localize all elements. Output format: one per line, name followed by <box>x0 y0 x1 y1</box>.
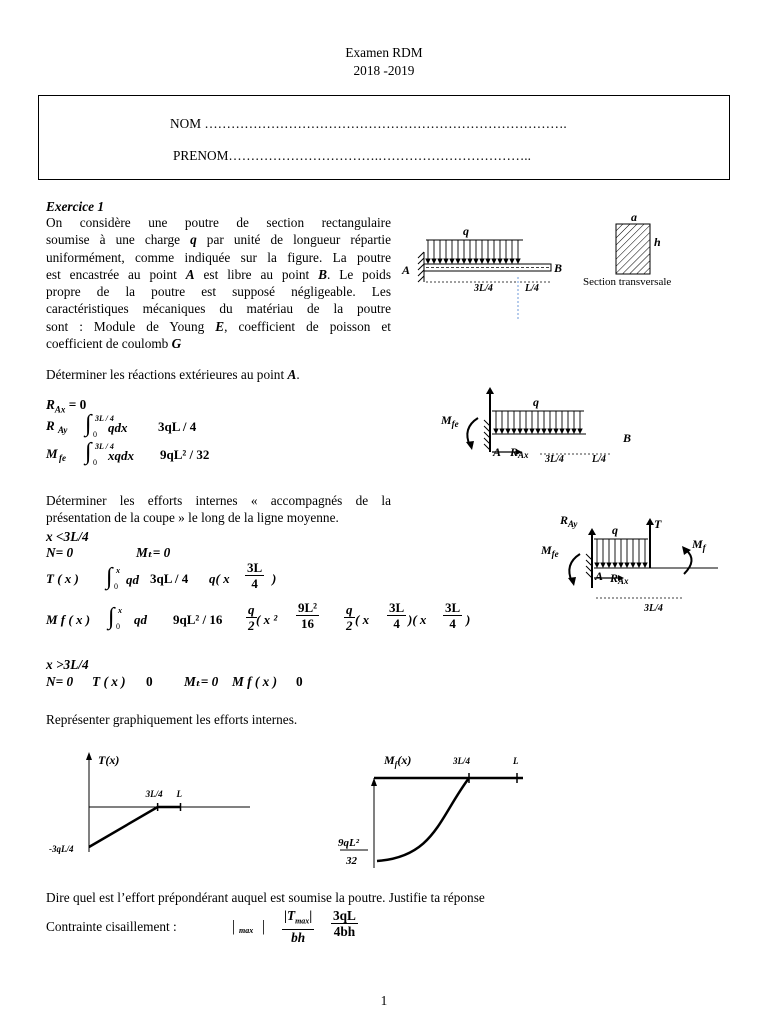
mt-zero-1: Mₜ= 0 <box>136 545 171 560</box>
section-caption: Section transversale <box>583 276 672 288</box>
fbd-section-figure <box>536 508 736 618</box>
chart2-tick-label-den: 32 <box>346 855 357 867</box>
beam-dim-l4: L/4 <box>525 283 539 294</box>
prenom-line[interactable] <box>173 147 531 164</box>
moment-diagram <box>328 748 548 873</box>
point-b-label: B <box>554 261 563 275</box>
question-reactions: Déterminer les réactions extérieures au point A. <box>46 367 300 382</box>
chart2-series-curve <box>377 778 469 861</box>
beam-dim-3l4: 3L/4 <box>474 283 493 294</box>
chart1-tick-label-min: -3qL/4 <box>49 844 74 854</box>
beam-q-label: q <box>463 224 469 238</box>
fbd1-rax-label: RAx <box>510 445 529 460</box>
intro-line: soumise à une charge q par unité de longueur répartie <box>46 232 391 248</box>
range-1: x <3L/4 <box>46 529 89 544</box>
fbd1-b-label: B <box>623 431 632 445</box>
chart1-y-arrowhead <box>86 752 92 760</box>
fbd2-mfe-label: $M_{fe}$ <box>541 543 559 559</box>
chart1-tick-label-l: L <box>176 789 182 799</box>
exam-year: 2018 -2019 <box>353 63 415 78</box>
fbd2-mf-label: $M_f$ <box>692 537 706 553</box>
identity-box <box>38 95 730 180</box>
mfe-equation: M fe ∫ 3L / 4 0 xqdx 9qL² / 32 <box>46 439 210 467</box>
fbd1-dim-l4: L/4 <box>592 454 606 465</box>
shear-equation-1: T ( x ) ∫ x 0 qd 3qL / 4 q( x $\frac{3L}{4}$ ) <box>46 560 277 591</box>
prenom-field[interactable]: …………………………….…………………………….. <box>228 148 531 163</box>
shear-diagram <box>40 748 270 863</box>
shear-stress-formula: Contrainte cisaillement : | max | $\frac{|T_{max}|}{bh}$ $\frac{3qL}{4bh}$ <box>46 908 356 945</box>
intro-line: On considère une poutre de section rectangulaire <box>46 215 391 230</box>
rax-equation: $R_{Ax} = 0$ <box>46 397 87 415</box>
question-graphs: Représenter graphiquement les efforts internes. <box>46 712 298 727</box>
fbd1-mfe-label: $M_{fe}$ <box>441 413 459 429</box>
fbd2-a-label: A <box>595 569 604 583</box>
section-a-label: a <box>631 210 637 224</box>
chart2-tick-label-num: 9qL² <box>338 837 360 849</box>
chart2-tick-label-l: L <box>513 756 519 766</box>
prenom-label: PRENOM <box>173 148 229 163</box>
intro-line: sont : Module de Young E, coefficient de poisson et <box>46 318 391 334</box>
point-a-label: A <box>402 263 411 277</box>
cross-section-figure <box>580 210 690 290</box>
nom-label: NOM <box>170 116 202 131</box>
intro-line: est encastrée au point A est libre au point B. Le poids <box>46 266 392 282</box>
intro-line: coefficient de coulomb G <box>46 336 182 352</box>
chart1-series-line <box>89 807 181 847</box>
fbd-reactions-figure <box>436 384 636 474</box>
intro-line: caractéristiques mécaniques du matériau de la poutre <box>46 301 391 317</box>
ray-equation: R Ay ∫ 3L / 4 0 qdx 3qL / 4 <box>46 411 197 439</box>
n-zero-1: N= 0 <box>46 545 74 560</box>
wall-hatch <box>418 252 424 282</box>
fbd2-rax-label: RAx <box>610 571 629 586</box>
question-dominant-effort: Dire quel est l’effort prépondérant auquel est soumise la poutre. Justifie ta réponse <box>46 890 485 905</box>
question-internal-efforts: Déterminer les efforts internes « accompagnés de la présentation de la coupe » le long de la ligne moyenne. <box>46 493 391 526</box>
chart1-title: T(x) <box>98 753 120 767</box>
fbd2-load-arrows <box>595 539 647 567</box>
intro-line: uniformément, comme indiquée sur la figure. La poutre <box>46 249 391 265</box>
nom-line[interactable] <box>170 115 567 132</box>
fbd2-ray-label: $R_{Ay}$ <box>560 513 578 529</box>
fbd1-dim-3l4: 3L/4 <box>545 454 564 465</box>
beam-figure <box>396 222 566 322</box>
range-2: x >3L/4 <box>46 657 89 672</box>
chart1-tick-label-3l4: 3L/4 <box>145 789 163 799</box>
exam-title: Examen RDM <box>345 45 423 60</box>
fbd2-dim-label: 3L/4 <box>644 603 663 614</box>
fbd2-t-label: T <box>654 517 662 531</box>
intro-line: propre de la poutre est supposé négligeable. Les <box>46 284 391 300</box>
section-rect <box>616 224 650 274</box>
exercise-intro <box>46 214 391 352</box>
nom-field[interactable]: ………………………………………………………………………. <box>204 116 567 131</box>
fbd1-a-label: A <box>493 445 502 459</box>
section2-line: N= 0 T ( x ) 0 Mₜ= 0 M f ( x ) 0 <box>46 674 303 689</box>
section-h-label: h <box>654 235 661 249</box>
chart2-title: $M_f(x)$ <box>384 753 412 769</box>
fbd2-q-label: q <box>612 523 618 537</box>
exercise-title: Exercice 1 <box>46 199 104 214</box>
moment-equation-1: M f ( x ) ∫ x 0 qd 9qL² / 16 $\frac{q}{2}$ ( x ² $\frac{\text{9L²}}{16}$ $\frac{q}{2}$ ( x $\frac{3L}{4}$ )( x $\frac{3L}{4}$ ) <box>46 600 471 633</box>
chart2-tick-label-3l4: 3L/4 <box>453 756 470 766</box>
fbd1-q-label: q <box>533 395 539 409</box>
page-number: 1 <box>380 993 388 1008</box>
fbd1-load-arrows <box>494 411 582 433</box>
